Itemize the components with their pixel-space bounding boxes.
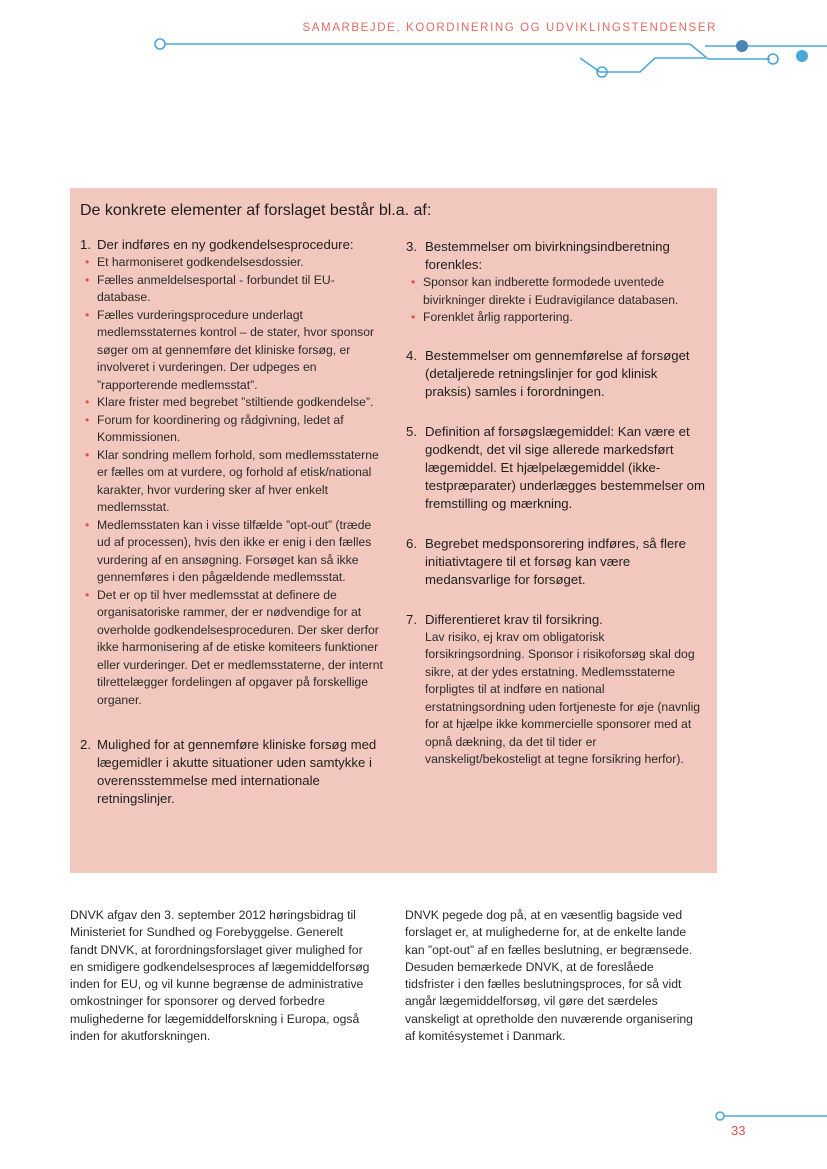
- bullet-item: • Medlemsstaten kan i visse tilfælde ”opt-out” (træde ud af processen), hvis den ikke er enig i den fælles vurdering af en ansøgning. Forsøget kan så ikke gennemføres i den pågældende medlemsstat.: [80, 517, 385, 587]
- item-heading: Der indføres en ny godkendelsesprocedure:: [97, 237, 354, 252]
- bullet-item: • Forenklet årlig rapportering.: [406, 309, 706, 327]
- info-box-right-column: [406, 238, 706, 782]
- circuit-node-dark-icon: [736, 40, 748, 52]
- item-heading: Differentieret krav til forsikring.: [425, 611, 603, 627]
- item-number: 1.: [80, 237, 91, 252]
- list-item-4: [406, 347, 706, 401]
- list-item-6: [406, 535, 706, 589]
- item-heading: Mulighed for at gennemføre kliniske forsøg med lægemidler i akutte situationer uden samtykke i overensstemmelse med internationale retningslinjer.: [97, 737, 377, 806]
- bullet-item: • Fælles vurderingsprocedure underlagt medlemsstaternes kontrol – de stater, hvor sponsor søger om at gennemføre det kliniske forsøg, er involveret i vurderingen. Der udpeges en ”rapporterende medlemsstat”.: [80, 307, 385, 395]
- bullet-item: • Sponsor kan indberette formodede uventede bivirkninger direkte i Eudravigilance databasen.: [406, 274, 706, 309]
- item-number: 3.: [406, 239, 417, 254]
- list-item-3: [406, 238, 706, 327]
- item-heading: Bestemmelser om gennemførelse af forsøget (detaljerede retningslinjer for god klinisk praksis) samles i forordningen.: [425, 347, 690, 399]
- bullet-item: • Fælles anmeldelsesportal - forbundet til EU-database.: [80, 272, 385, 307]
- item-number: 6.: [406, 535, 417, 551]
- list-item-2: [80, 736, 385, 808]
- info-box-title: De konkrete elementer af forslaget består bl.a. af:: [80, 202, 432, 219]
- item-number: 2.: [80, 737, 91, 752]
- item-number: 4.: [406, 347, 417, 363]
- item-number: 7.: [406, 611, 417, 627]
- item-heading: Begrebet medsponsorering indføres, så flere initiativtagere til et forsøg kan være medansvarlige for forsøget.: [425, 535, 686, 587]
- body-paragraph-right: DNVK pegede dog på, at en væsentlig bagside ved forslaget er, at mulighederne for, at de enkelte lande kan ”opt-out” af en fælles beslutning, er begrænsede. Desuden bemærkede DNVK, at de foreslåede tidsfrister i den fælles beslutningsproces, for så vidt angår lægemiddelforsøg, vil gøre det særdeles vanskeligt at opretholde den nuværende organisering af komitésystemet i Danmark.: [405, 908, 693, 1044]
- list-item-7: [406, 611, 706, 769]
- bullet-item: • Klare frister med begrebet ”stiltiende godkendelse”.: [80, 394, 385, 412]
- bullet-item: • Et harmoniseret godkendelsesdossier.: [80, 254, 385, 272]
- item-number: 5.: [406, 423, 417, 439]
- running-header: SAMARBEJDE, KOORDINERING OG UDVIKLINGSTENDENSER: [302, 22, 717, 34]
- footer-circuit-decoration: [0, 1100, 827, 1130]
- bullet-item: • Det er op til hver medlemsstat at definere de organisatoriske rammer, der er nødvendige for at overholde godkendelsesproceduren. Der sker derfor ikke harmonisering af de etiske komiteers funktioner eller vurderinger. Det er medlemsstaterne, der internt tilrettelægger fordelingen af opgaver på forskellige organer.: [80, 587, 385, 710]
- body-paragraph-left: DNVK afgav den 3. september 2012 høringsbidrag til Ministeriet for Sundhed og Forebyggelse. Generelt fandt DNVK, at forordningsforslaget giver mulighed for en smidigere godkendelsesproces af lægemiddelforsøg inden for EU, og vil kunne begrænse de administrative omkostninger for sponsorer og derved forbedre mulighederne for lægemiddelforskning i Europa, også inden for akutforskningen.: [70, 908, 370, 1044]
- item-body: Lav risiko, ej krav om obligatorisk forsikringsordning. Sponsor i risikoforsøg skal dog sikre, at der ydes erstatning. Medlemsstaterne forpligtes til at indføre en national erstatningsordning uden fortjeneste for øje (navnlig for at hjælpe ikke kommercielle sponsorer med at opnå dækning, da det til tider er vanskeligt/bekosteligt at tegne forsikring herfor).: [425, 629, 701, 766]
- item-heading: Bestemmelser om bivirkningsindberetning forenkles:: [425, 239, 670, 272]
- list-item-1: [80, 236, 385, 709]
- bullet-item: • Forum for koordinering og rådgivning, ledet af Kommissionen.: [80, 412, 385, 447]
- bullet-list: [80, 254, 385, 709]
- bullet-item: • Klar sondring mellem forhold, som medlemsstaterne er fælles om at vurdere, og forhold af etisk/national karakter, hvor vurdering sker af hver enkelt medlemsstat.: [80, 447, 385, 517]
- list-item-5: [406, 423, 706, 513]
- header-circuit-decoration: [0, 0, 827, 90]
- circuit-node-light-icon: [796, 50, 808, 62]
- item-heading: Definition af forsøgslægemiddel: Kan være et godkendt, det vil sige allerede markedsført lægemiddel. Et hjælpelægemiddel (ikke-testpræparater) underlægges bestemmelser om fremstilling og mærkning.: [425, 423, 705, 511]
- page-number: 33: [731, 1123, 746, 1138]
- info-box-left-column: [80, 236, 385, 821]
- bullet-list: [406, 274, 706, 327]
